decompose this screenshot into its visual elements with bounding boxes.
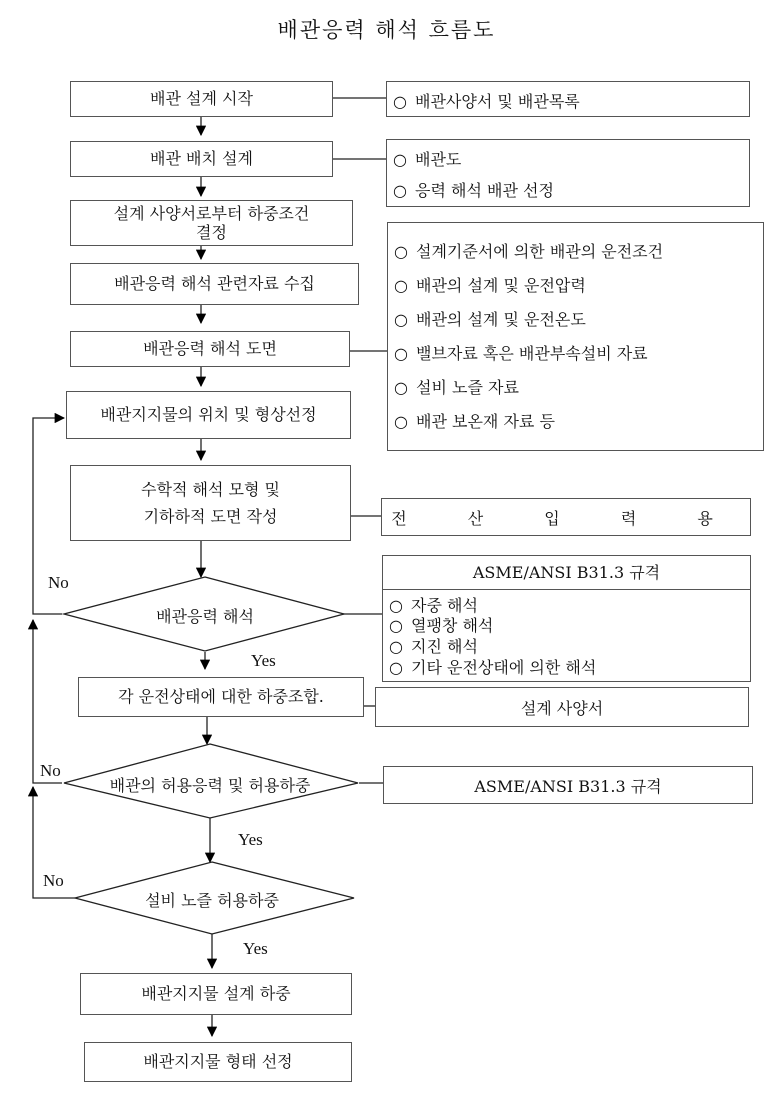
step-support-location-label: 배관지지물의 위치 및 형상선정 (100, 405, 317, 425)
note-asme-allowable-label: ASME/ANSI B31.3 규격 (474, 776, 662, 796)
step-math-model (70, 465, 351, 541)
bullet-icon: ○ (394, 310, 408, 329)
note-asme-analysis (382, 555, 751, 682)
bullet-icon: ○ (393, 92, 407, 111)
decision-nozzle-load: 설비 노즐 허용하중 (145, 891, 279, 910)
note-asme-item: 기타 운전상태에 의한 해석 (411, 658, 597, 677)
note-asme-item: 지진 해석 (411, 637, 478, 656)
label-yes-d1: Yes (251, 651, 276, 670)
bullet-icon: ○ (394, 412, 408, 431)
bullet-icon: ○ (394, 378, 408, 397)
step-support-type (84, 1042, 352, 1082)
step-load-condition (70, 200, 353, 246)
step-support-location (66, 391, 351, 439)
label-yes-d2: Yes (238, 830, 263, 849)
bullet-icon: ○ (389, 616, 403, 635)
note-asme-header: ASME/ANSI B31.3 규격 (383, 556, 750, 590)
decision-stress-analysis: 배관응력 해석 (156, 607, 254, 626)
note-spec-list (386, 81, 750, 117)
step-analysis-drawing-label: 배관응력 해석 도면 (143, 339, 277, 359)
note-computer-input-label: 전 산 입 력 용 (391, 508, 741, 528)
step-load-condition-line2: 결정 (196, 223, 227, 242)
note-design-data (387, 222, 764, 451)
step-analysis-drawing (70, 331, 350, 367)
step-load-condition-line1: 설계 사양서로부터 하중조건 (113, 203, 310, 223)
label-no-d1: No (48, 573, 69, 592)
bullet-icon: ○ (394, 344, 408, 363)
note-design-data-item: 배관 보온재 자료 등 (416, 412, 555, 431)
step-math-model-line2: 기하하적 도면 작성 (143, 507, 278, 526)
step-layout-design (70, 141, 333, 177)
note-design-data-item: 밸브자료 혹은 배관부속설비 자료 (416, 344, 648, 363)
bullet-icon: ○ (389, 658, 403, 677)
note-design-data-item: 설계기준서에 의한 배관의 운전조건 (416, 242, 664, 261)
note-piping-drawing-item: 응력 해석 배관 선정 (415, 181, 554, 200)
label-no-d3: No (43, 871, 64, 890)
step-math-model-line1: 수학적 해석 모형 및 (141, 479, 280, 499)
note-design-spec (375, 687, 749, 727)
step-start-design-label: 배관 설계 시작 (150, 89, 253, 109)
bullet-icon: ○ (393, 181, 407, 200)
page-title: 배관응력 해석 흐름도 (277, 18, 496, 42)
step-support-design-load-label: 배관지지물 설계 하중 (141, 984, 291, 1004)
step-data-collection (70, 263, 359, 305)
note-asme-item: 자중 해석 (411, 596, 478, 615)
note-computer-input (381, 498, 751, 536)
step-support-design-load (80, 973, 352, 1015)
step-support-type-label: 배관지지물 형태 선정 (143, 1052, 293, 1072)
note-piping-drawing-item: 배관도 (415, 150, 462, 169)
step-load-combination (78, 677, 364, 717)
bullet-icon: ○ (394, 242, 408, 261)
decision-allowable-stress: 배관의 허용응력 및 허용하중 (109, 776, 311, 795)
note-design-data-item: 배관의 설계 및 운전압력 (416, 276, 586, 295)
step-data-collection-label: 배관응력 해석 관련자료 수집 (114, 274, 315, 294)
note-asme-item: 열팽창 해석 (411, 616, 494, 635)
step-load-combination-label: 각 운전상태에 대한 하중조합. (118, 687, 324, 707)
bullet-icon: ○ (389, 637, 403, 656)
loop-d2-no (33, 620, 62, 783)
step-start-design (70, 81, 333, 117)
note-asme-allowable (383, 766, 753, 804)
bullet-icon: ○ (393, 150, 407, 169)
label-no-d2: No (40, 761, 61, 780)
label-yes-d3: Yes (243, 939, 268, 958)
bullet-icon: ○ (394, 276, 408, 295)
note-piping-drawing (386, 139, 750, 207)
note-design-data-item: 설비 노즐 자료 (416, 378, 519, 397)
step-layout-design-label: 배관 배치 설계 (150, 149, 253, 169)
note-design-spec-label: 설계 사양서 (520, 698, 604, 718)
bullet-icon: ○ (389, 596, 403, 615)
note-design-data-item: 배관의 설계 및 운전온도 (416, 310, 586, 329)
note-spec-list-item: 배관사양서 및 배관목록 (415, 92, 580, 111)
